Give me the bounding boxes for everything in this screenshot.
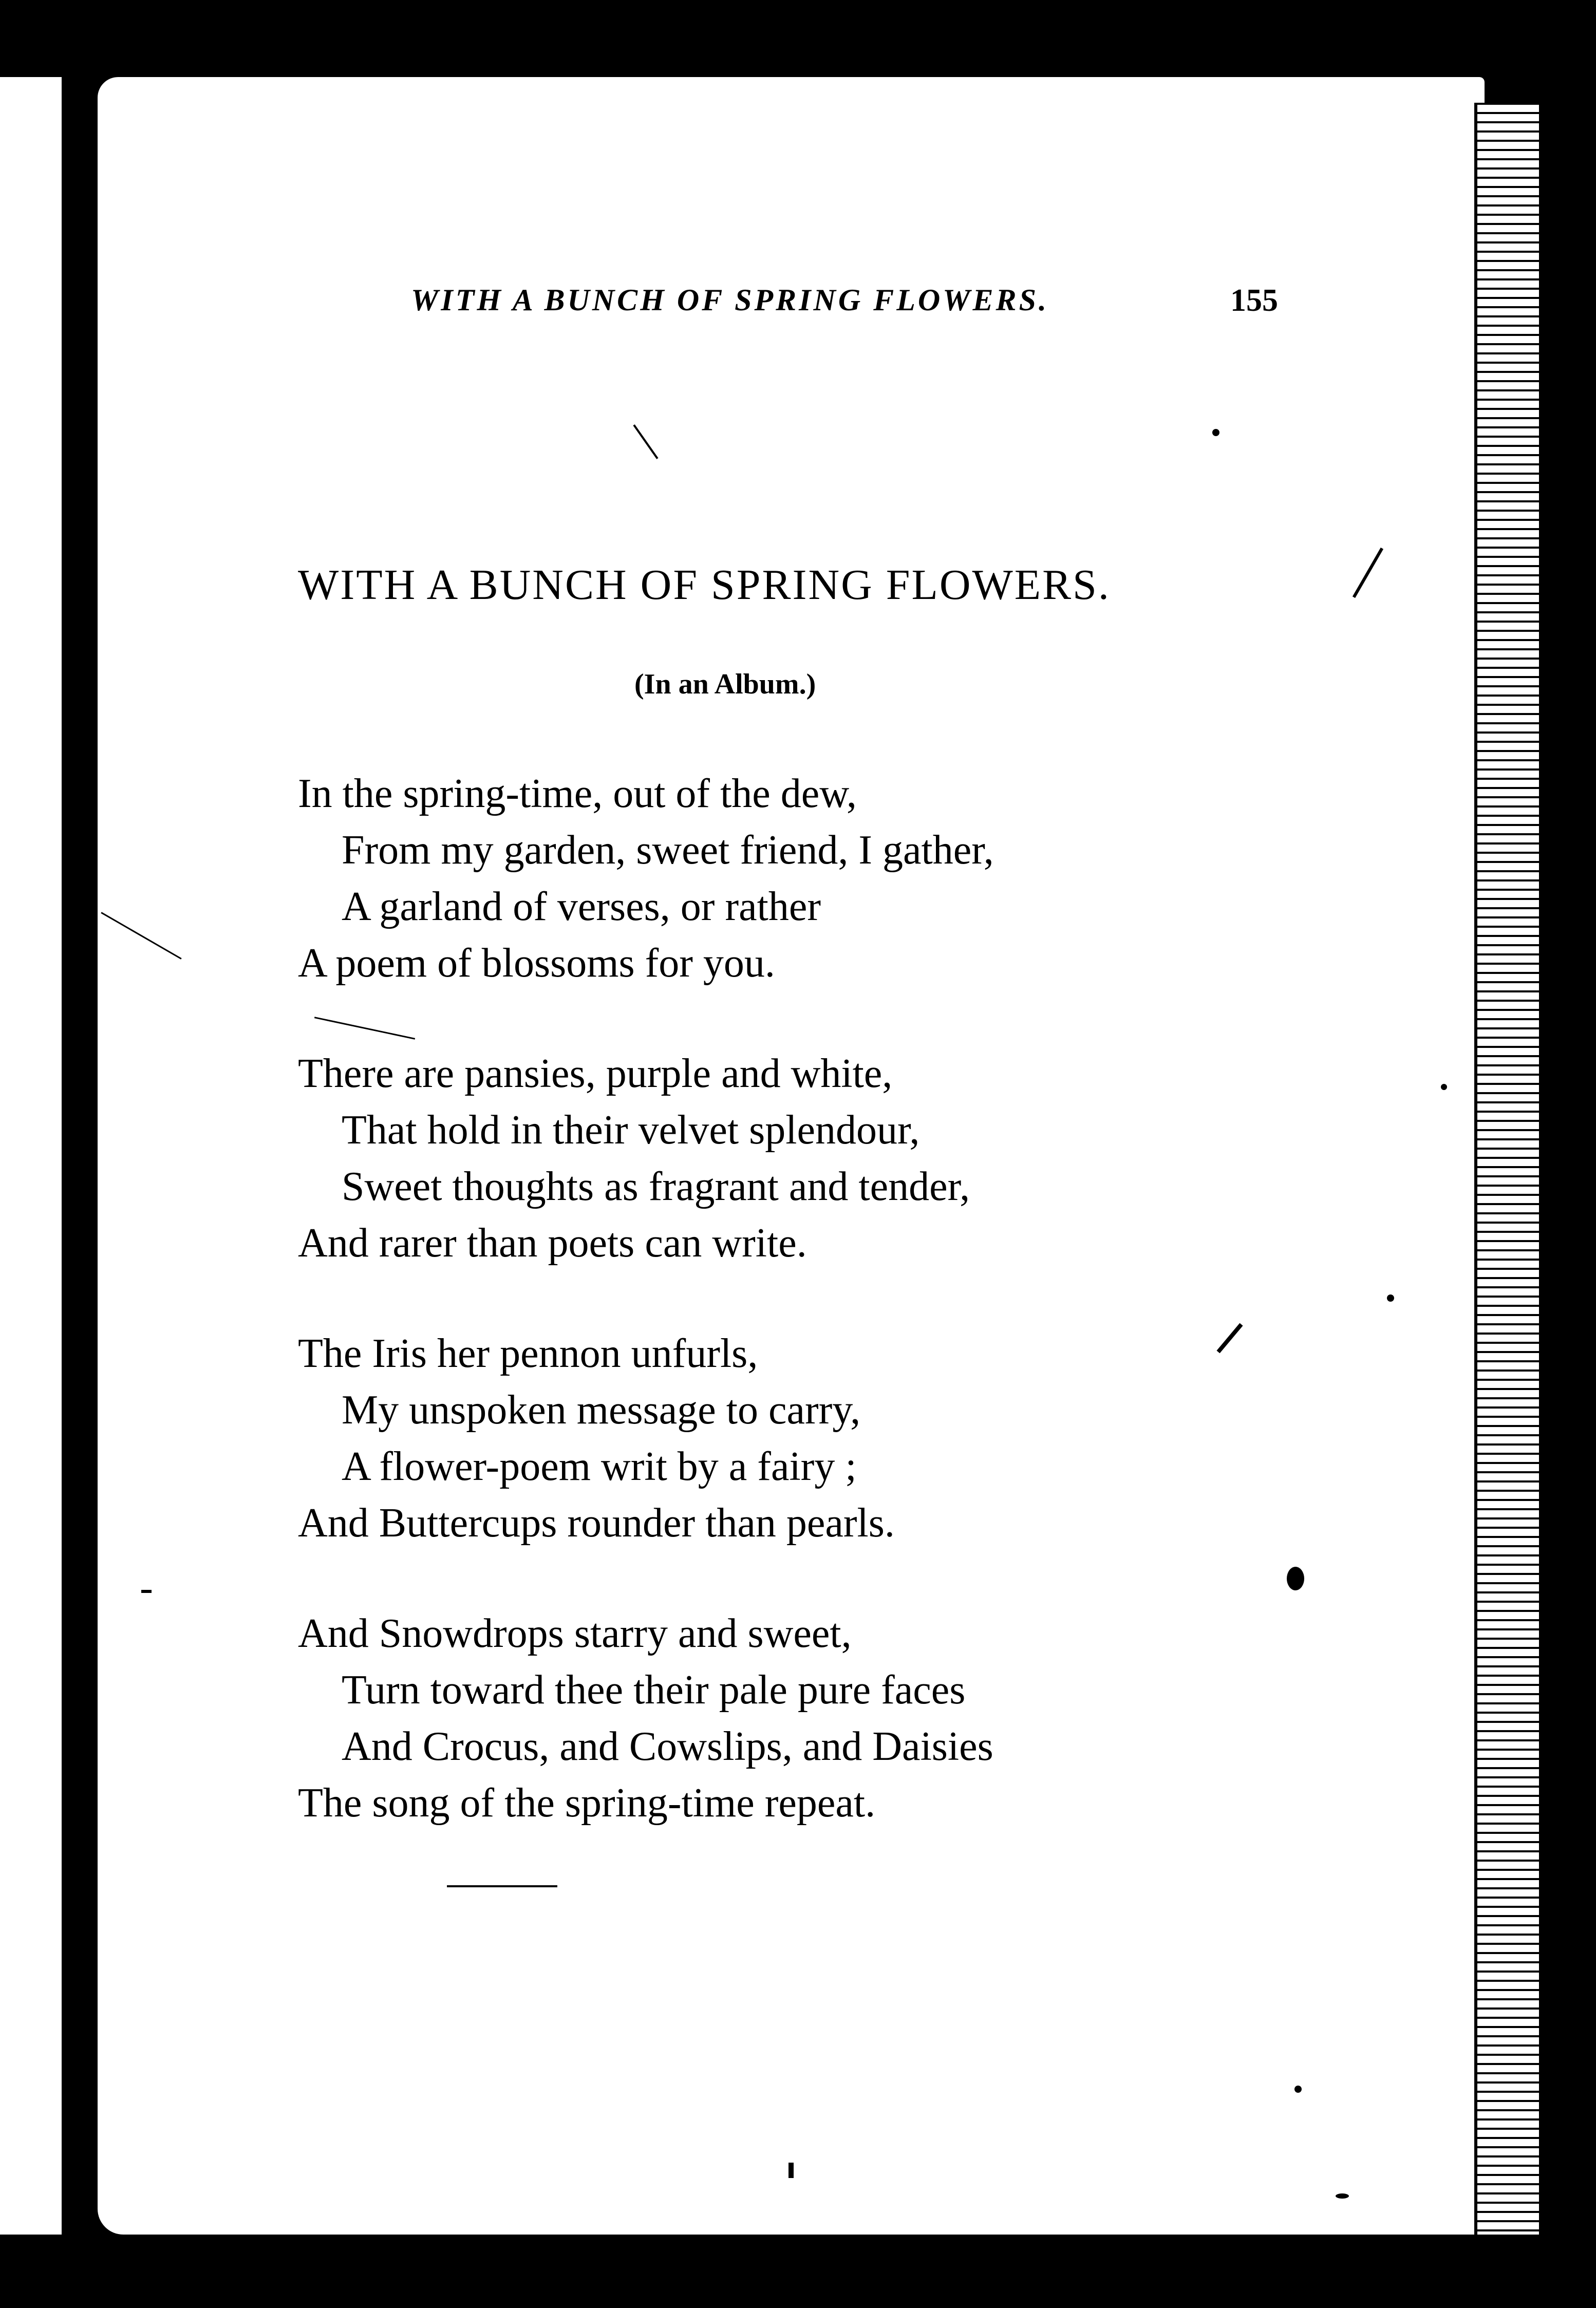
scan-speck — [1294, 2086, 1302, 2093]
end-rule — [447, 1885, 557, 1887]
poem-line: And Crocus, and Cowslips, and Daisies — [342, 1724, 993, 1769]
poem-subtitle: (In an Album.) — [634, 668, 816, 700]
stanza — [298, 765, 994, 991]
running-header: WITH A BUNCH OF SPRING FLOWERS. — [411, 283, 1049, 317]
stanza — [298, 1045, 970, 1271]
poem-line: From my garden, sweet friend, I gather, — [342, 828, 994, 873]
poem-line: Turn toward thee their pale pure faces — [342, 1667, 966, 1713]
scan-speck — [1387, 1294, 1394, 1302]
poem-line: A garland of verses, or rather — [342, 884, 821, 929]
poem-line: A poem of blossoms for you. — [298, 941, 775, 986]
poem-line: And rarer than poets can write. — [298, 1221, 807, 1266]
stanza — [298, 1605, 993, 1831]
poem-line: Sweet thoughts as fragrant and tender, — [342, 1164, 970, 1209]
scan-speck — [1336, 2193, 1349, 2199]
poem-line: And Snowdrops starry and sweet, — [298, 1611, 852, 1656]
poem-line: There are pansies, purple and white, — [298, 1051, 893, 1096]
poem-line: That hold in their velvet splendour, — [342, 1108, 920, 1153]
poem-line: A flower-poem writ by a fairy ; — [342, 1444, 857, 1489]
scan-speck — [1287, 1567, 1304, 1590]
page-edge-shadow — [1474, 103, 1539, 2235]
poem-line: And Buttercups rounder than pearls. — [298, 1500, 895, 1546]
poem-line: The song of the spring-time repeat. — [298, 1780, 876, 1826]
poem-title: WITH A BUNCH OF SPRING FLOWERS. — [298, 561, 1111, 609]
poem-line: The Iris her pennon unfurls, — [298, 1331, 758, 1376]
stanza — [298, 1325, 895, 1551]
scan-speck — [1212, 429, 1219, 436]
scan-speck — [1441, 1084, 1447, 1090]
scan-speck — [788, 2163, 794, 2178]
scan-left-margin — [0, 77, 62, 2235]
scan-speck — [141, 1590, 152, 1593]
poem-line: My unspoken message to carry, — [342, 1387, 861, 1433]
poem-line: In the spring-time, out of the dew, — [298, 771, 857, 816]
page-number: 155 — [1230, 283, 1278, 318]
